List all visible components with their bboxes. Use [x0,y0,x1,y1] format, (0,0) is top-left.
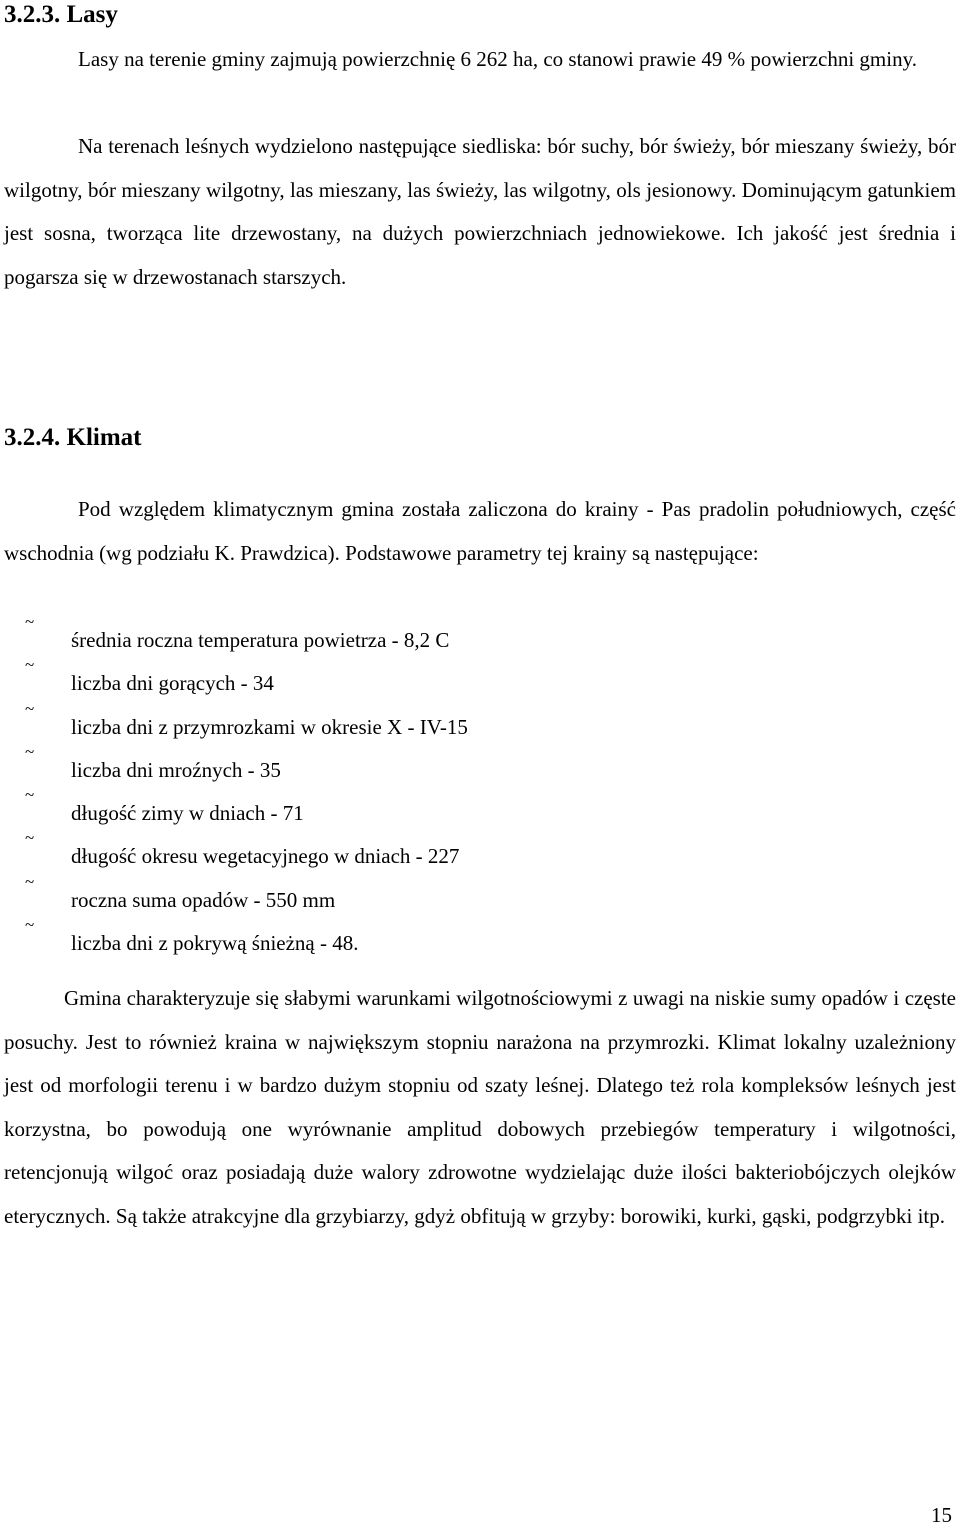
page-number: 15 [931,1503,952,1527]
paragraph-lasy-habitats: Na terenach leśnych wydzielono następujące siedliska: bór suchy, bór świeży, bór mieszany świeży, bór wilgotny, bór mieszany wilgotny, las mieszany, las świeży, las wilgotny, ols jesionowy. Dominującym gatunkiem jest sosna, tworząca lite drzewostany, na dużych powierzchniach jednowiekowe. Ich jakość jest średnia i pogarsza się w drzewostanach starszych. [4,134,956,289]
parameter-text: liczba dni mroźnych - 35 [71,757,281,782]
tilde-bullet-icon: ~ [25,915,35,935]
climate-parameters-list [0,612,700,965]
tilde-bullet-icon: ~ [25,785,35,805]
tilde-bullet-icon: ~ [25,871,35,891]
parameter-text: długość okresu wegetacyjnego w dniach - 227 [71,844,460,869]
parameter-text: długość zimy w dniach - 71 [71,801,304,826]
paragraph-klimat-intro: Pod względem klimatycznym gmina została zaliczona do krainy - Pas pradolin południowych, część wschodnia (wg podziału K. Prawdzica). Podstawowe parametry tej krainy są następujące: [4,497,956,565]
list-item [0,655,700,705]
tilde-bullet-icon: ~ [25,828,35,848]
paragraph-lasy-area: Lasy na terenie gminy zajmują powierzchnię 6 262 ha, co stanowi prawie 49 % powierzchni gminy. [78,47,917,71]
parameter-text: liczba dni z przymrozkami w okresie X - IV-15 [71,714,468,739]
list-item [0,871,700,922]
list-item [0,785,700,835]
list-item [0,698,700,749]
tilde-bullet-icon: ~ [25,612,35,631]
parameter-text: liczba dni z pokrywą śnieżną - 48. [71,931,359,956]
tilde-bullet-icon: ~ [25,741,35,761]
tilde-bullet-icon: ~ [25,698,35,718]
paragraph-klimat-conclusion: Gmina charakteryzuje się słabymi warunkami wilgotnościowymi z uwagi na niskie sumy opadów i częste posuchy. Jest to również kraina w największym stopniu narażona na przymrozki. Klimat lokalny uzależniony jest od morfologii terenu i w bardzo dużym stopniu od szaty leśnej. Dlatego też rola kompleksów leśnych jest korzystna, bo powodują one wyrównanie amplitud dobowych przebiegów temperatury i wilgotności, retencjonują wilgoć oraz posiadają duże walory zdrowotne wydzielając duże ilości bakteriobójczych olejków eterycznych. Są także atrakcyjne dla grzybiarzy, gdyż obfitują w grzyby: borowiki, kurki, gąski, podgrzybki itp. [4,986,956,1228]
parameter-text: średnia roczna temperatura powietrza - 8,2 C [71,628,450,652]
parameter-text: roczna suma opadów - 550 mm [71,887,336,912]
list-item [0,915,700,965]
list-item [0,828,700,878]
list-item [0,741,700,792]
parameter-text: liczba dni gorących - 34 [71,671,274,696]
section-heading-lasy: 3.2.3. Lasy [4,1,118,28]
list-item [0,612,700,662]
tilde-bullet-icon: ~ [25,655,35,675]
section-heading-klimat: 3.2.4. Klimat [4,424,142,451]
